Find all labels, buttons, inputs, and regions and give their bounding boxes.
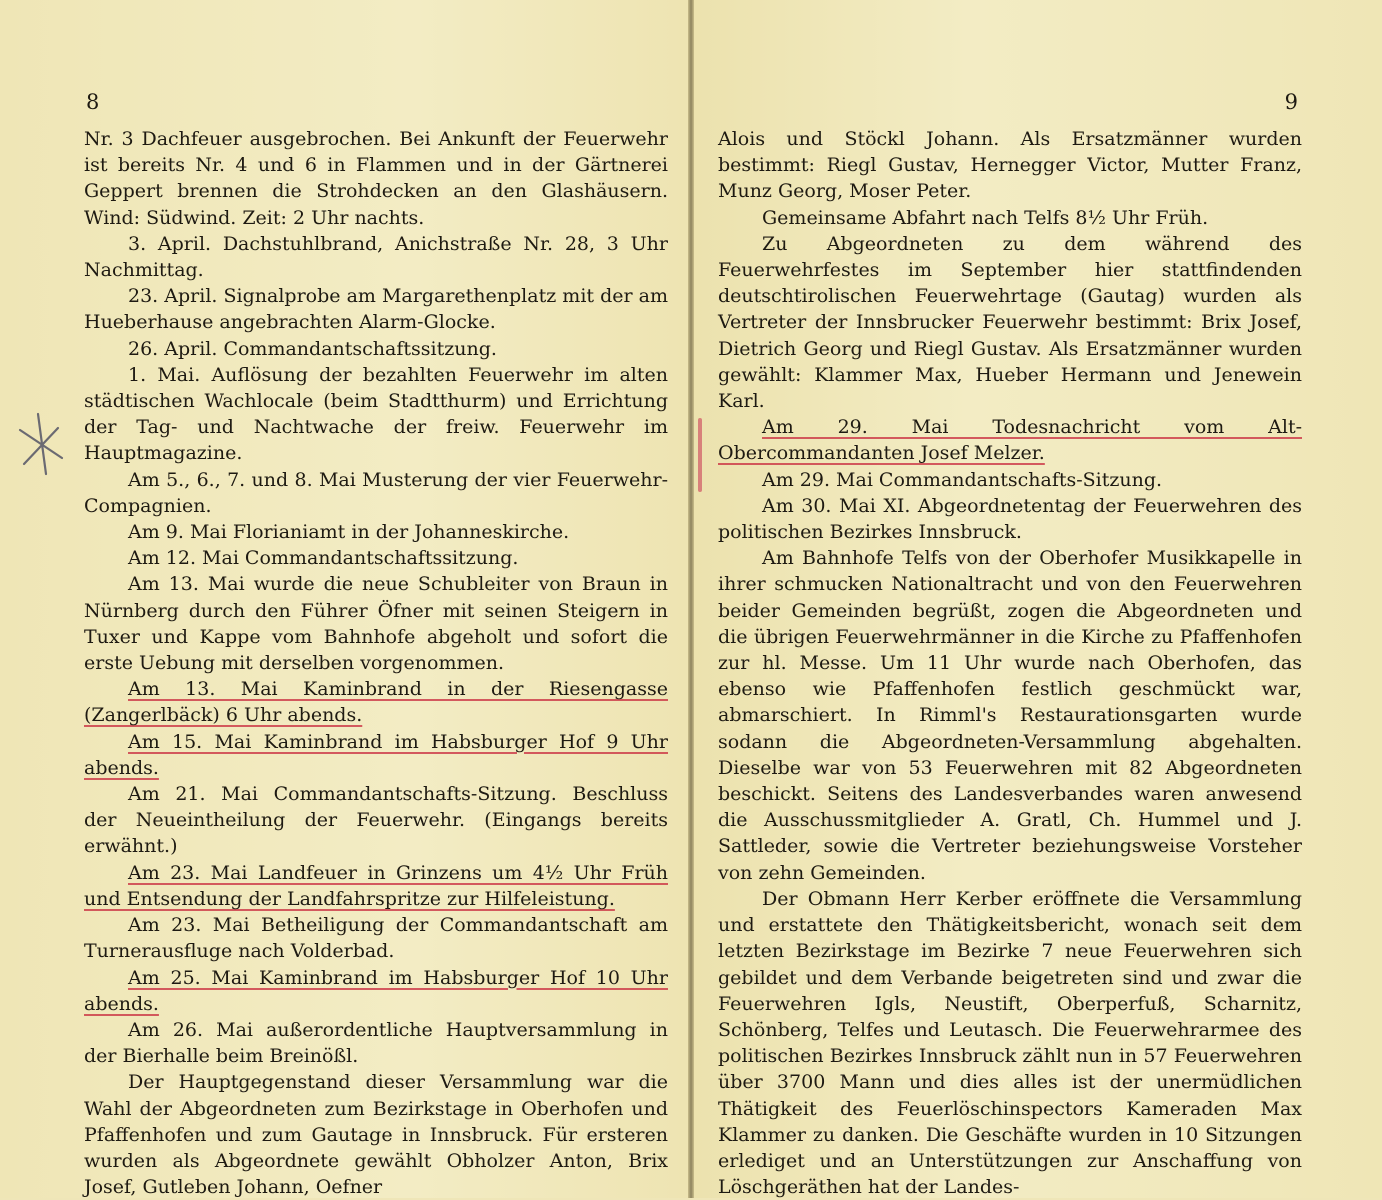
paragraph: 23. April. Signalprobe am Margarethenplatz mit der am Hueberhause angebrachten Alarm-Glocke. (84, 285, 668, 334)
paragraph: 1. Mai. Auflösung der bezahlten Feuerwehr im alten städtischen Wachlocale (beim Stadtthurm) und Errichtung der Tag- und Nachtwache der freiw. Feuerwehr im Hauptmagazine. (84, 363, 668, 465)
paragraph: Am 5., 6., 7. und 8. Mai Musterung der vier Feuerwehr-Compagnien. (84, 468, 668, 517)
underlined-paragraph: Am 23. Mai Landfeuer in Grinzens um 4½ Uhr Früh und Entsendung der Landfahrspritze zur Hilfeleistung. (84, 861, 668, 910)
paragraph: Der Hauptgegenstand dieser Versammlung war die Wahl der Abgeordneten zum Bezirkstage in Oberhofen und Pfaffenhofen und zum Gautage in Innsbruck. Für ersteren wurden als Abgeordnete gewählt Obholzer Anton, Brix Josef, Gutleben Johann, Oefner (84, 1071, 668, 1199)
margin-mark (698, 418, 702, 492)
paragraph: Alois und Stöckl Johann. Als Ersatzmänner wurden bestimmt: Riegl Gustav, Hernegger Victor, Mutter Franz, Munz Georg, Moser Peter. (718, 128, 1302, 203)
paragraph: Am 21. Mai Commandantschafts-Sitzung. Beschluss der Neueintheilung der Feuerwehr. (Eingangs bereits erwähnt.) (84, 783, 668, 858)
paragraph: Am 12. Mai Commandantschaftssitzung. (128, 547, 519, 570)
paragraph: Zu Abgeordneten zu dem während des Feuerwehrfestes im September hier stattfindenden deutschtirolischen Feuerwehrtage (Gautag) wurden als Vertreter der Innsbrucker Feuerwehr bestimmt: Brix Josef, Dietrich Georg und Riegl Gustav. Als Ersatzmänner wurden gewählt: Klammer Max, Hueber Hermann und Jenewein Karl. (718, 232, 1302, 413)
page-number: 8 (86, 90, 100, 114)
paragraph: Am Bahnhofe Telfs von der Oberhofer Musikkapelle in ihrer schmucken Nationaltracht und von den Feuerwehren beider Gemeinden begrüßt, zogen die Abgeordneten und die übrigen Feuerwehrmänner in die Kirche zu Pfaffenhofen zur hl. Messe. Um 11 Uhr wurde nach Oberhofen, das ebenso wie Pfaffenhofen festlich geschmückt war, abmarschiert. In Rimml's Restaurationsgarten wurde sodann die Abgeordneten-Versammlung abgehalten. Dieselbe war von 53 Feuerwehren mit 82 Abgeordneten beschickt. Seitens des Landesverbandes waren anwesend die Ausschussmitglieder A. Gratl, Ch. Hummel und J. Sattleder, sowie die Vertreter beziehungsweise Vorsteher von zehn Gemeinden. (718, 547, 1302, 884)
paragraph: Am 30. Mai XI. Abgeordnetentag der Feuerwehren des politischen Bezirkes Innsbruck. (718, 494, 1302, 544)
underlined-paragraph: Am 29. Mai Todesnachricht vom Alt-Obercommandanten Josef Melzer. (718, 416, 1302, 465)
page-text (84, 126, 668, 1200)
left-page (0, 0, 688, 1198)
underlined-paragraph: Am 15. Mai Kaminbrand im Habsburger Hof 9 Uhr abends. (84, 730, 668, 779)
page-text (718, 126, 1302, 1200)
paragraph: Am 9. Mai Florianiamt in der Johanneskirche. (128, 521, 570, 544)
paragraph: Am 13. Mai wurde die neue Schubleiter von Braun in Nürnberg durch den Führer Öfner mit seinen Steigern in Tuxer und Kappe vom Bahnhofe abgeholt und sofort die erste Uebung mit derselben vorgenommen. (84, 573, 668, 675)
underlined-paragraph: Am 13. Mai Kaminbrand in der Riesengasse (Zangerlbäck) 6 Uhr abends. (84, 678, 668, 727)
paragraph: Gemeinsame Abfahrt nach Telfs 8½ Uhr Früh. (762, 206, 1209, 229)
underlined-paragraph: Am 25. Mai Kaminbrand im Habsburger Hof 10 Uhr abends. (84, 966, 668, 1015)
page-number: 9 (1284, 90, 1298, 114)
pencil-cross-mark (16, 408, 66, 478)
paragraph: Der Obmann Herr Kerber eröffnete die Versammlung und erstattete den Thätigkeitsbericht, wonach seit dem letzten Bezirkstage im Bezirke 7 neue Feuerwehren sich gebildet und dem Verbande beigetreten sind und zwar die Feuerwehren Igls, Neustift, Oberperfuß, Scharnitz, Schönberg, Telfes und Leutasch. Die Feuerwehrarmee des politischen Bezirkes Innsbruck zählt nun in 57 Feuerwehren über 3700 Mann und dies alles ist der unermüdlichen Thätigkeit des Feuerlöschinspectors Kameraden Max Klammer zu danken. Die Geschäfte wurden in 10 Sitzungen erlediget und an Unterstützungen zur Anschaffung von Löschgeräthen hat der Landes- (718, 887, 1302, 1199)
paragraph: Am 29. Mai Commandantschafts-Sitzung. (762, 468, 1163, 491)
paragraph: 26. April. Commandantschaftssitzung. (128, 337, 497, 360)
paragraph: Am 26. Mai außerordentliche Hauptversammlung in der Bierhalle beim Breinößl. (84, 1018, 668, 1068)
paragraph: 3. April. Dachstuhlbrand, Anichstraße Nr. 28, 3 Uhr Nachmittag. (84, 232, 668, 282)
right-page (694, 0, 1382, 1198)
paragraph: Nr. 3 Dachfeuer ausgebrochen. Bei Ankunft der Feuerwehr ist bereits Nr. 4 und 6 in Flammen und in der Gärtnerei Geppert brennen die Strohdecken an den Glashäusern. Wind: Südwind. Zeit: 2 Uhr nachts. (84, 128, 668, 229)
paragraph: Am 23. Mai Betheiligung der Commandantschaft am Turnerausfluge nach Volderbad. (84, 914, 668, 963)
